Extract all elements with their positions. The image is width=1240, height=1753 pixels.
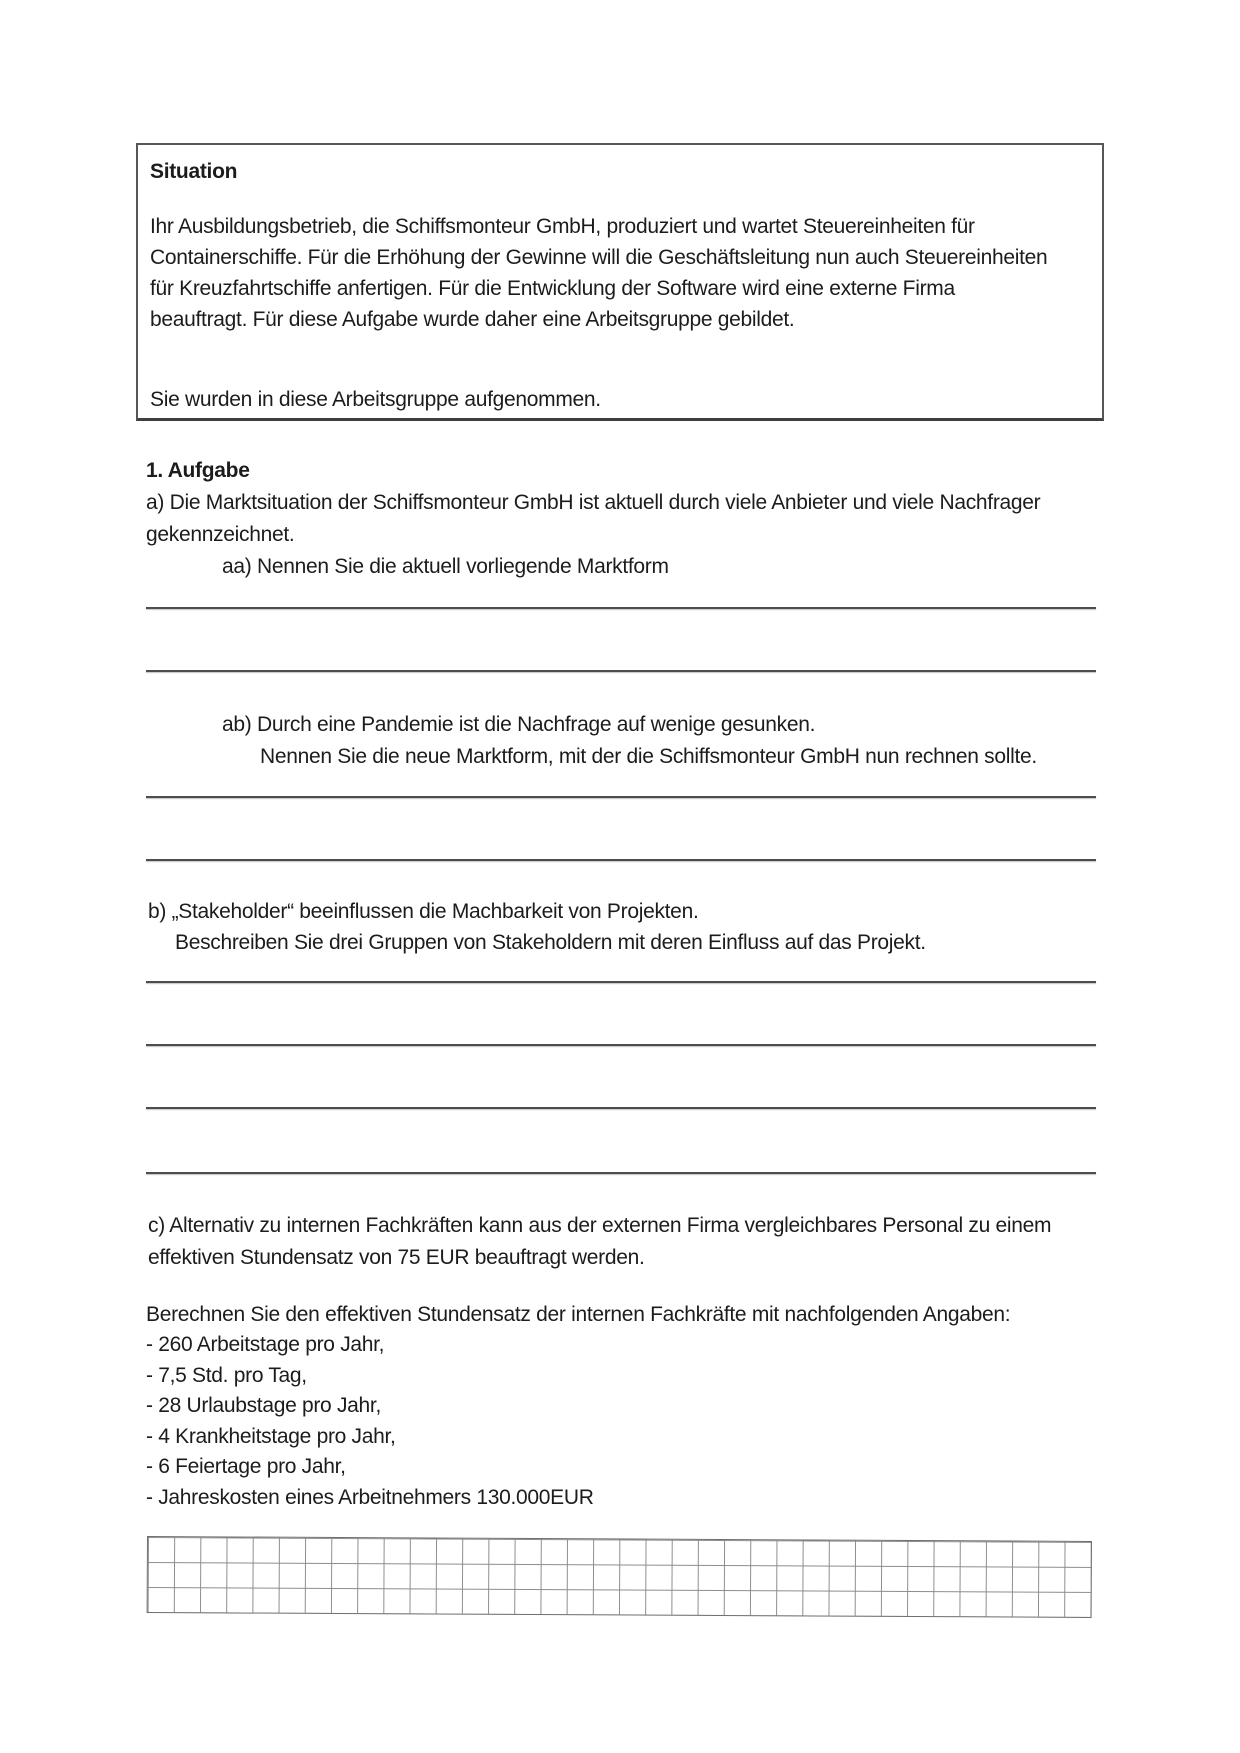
calc-item: - 260 Arbeitstage pro Jahr,: [146, 1333, 385, 1356]
task-ab-text: [222, 709, 1037, 772]
calc-item: - 6 Feiertage pro Jahr,: [146, 1455, 346, 1478]
answer-line: [146, 981, 1096, 983]
calc-items: [146, 1330, 594, 1513]
task-aa-prompt: aa) Nennen Sie die aktuell vorliegende Marktform: [222, 555, 669, 578]
task-a-line: a) Die Marktsituation der Schiffsmonteur GmbH ist aktuell durch viele Anbieter und viele Nachfrager: [146, 491, 1041, 514]
task-c-text: [148, 1210, 1051, 1273]
answer-line: [146, 1172, 1096, 1174]
calc-item: - Jahreskosten eines Arbeitnehmers 130.000EUR: [146, 1485, 594, 1509]
calc-item: - 7,5 Std. pro Tag,: [146, 1363, 307, 1387]
situation-paragraph: [150, 211, 1090, 335]
task-heading: 1. Aufgabe: [146, 459, 250, 482]
situation-title: Situation: [150, 160, 238, 183]
task-a-line: gekennzeichnet.: [146, 522, 295, 546]
situation-paragraph-line: Ihr Ausbildungsbetrieb, die Schiffsmonteur GmbH, produziert und wartet Steuereinheiten für: [150, 215, 975, 238]
answer-line: [146, 1044, 1096, 1046]
answer-line: [146, 607, 1096, 609]
answer-line: [146, 1107, 1096, 1109]
task-b-line: Beschreiben Sie drei Gruppen von Stakeholdern mit deren Einfluss auf das Projekt.: [175, 931, 926, 954]
task-ab-line: ab) Durch eine Pandemie ist die Nachfrage auf wenige gesunken.: [222, 713, 816, 736]
situation-box: [136, 143, 1104, 421]
task-c-line: c) Alternativ zu internen Fachkräften kann aus der externen Firma vergleichbares Personal zu einem: [148, 1214, 1052, 1237]
task-a-text: [146, 487, 1040, 550]
answer-line: [146, 859, 1096, 861]
situation-paragraph-line: für Kreuzfahrtschiffe anfertigen. Für die Entwicklung der Software wird eine externe Firma: [150, 277, 955, 300]
calc-item: - 28 Urlaubstage pro Jahr,: [146, 1394, 382, 1417]
task-b-text: [148, 896, 926, 958]
calc-instruction: Berechnen Sie den effektiven Stundensatz der internen Fachkräfte mit nachfolgenden Angaben:: [146, 1303, 1011, 1326]
calculation-grid: [147, 1536, 1093, 1618]
situation-closing: Sie wurden in diese Arbeitsgruppe aufgenommen.: [150, 388, 601, 411]
calc-item: - 4 Krankheitstage pro Jahr,: [146, 1424, 396, 1448]
answer-line: [146, 796, 1096, 798]
task-ab-line: Nennen Sie die neue Marktform, mit der die Schiffsmonteur GmbH nun rechnen sollte.: [260, 744, 1037, 768]
situation-paragraph-line: Containerschiffe. Für die Erhöhung der Gewinne will die Geschäftsleitung nun auch Steuereinheiten: [150, 246, 1048, 269]
situation-paragraph-line: beauftragt. Für diese Aufgabe wurde daher eine Arbeitsgruppe gebildet.: [150, 308, 795, 331]
task-b-line: b) „Stakeholder“ beeinflussen die Machbarkeit von Projekten.: [148, 900, 699, 923]
answer-line: [146, 670, 1096, 672]
task-c-line: effektiven Stundensatz von 75 EUR beauftragt werden.: [148, 1245, 645, 1269]
